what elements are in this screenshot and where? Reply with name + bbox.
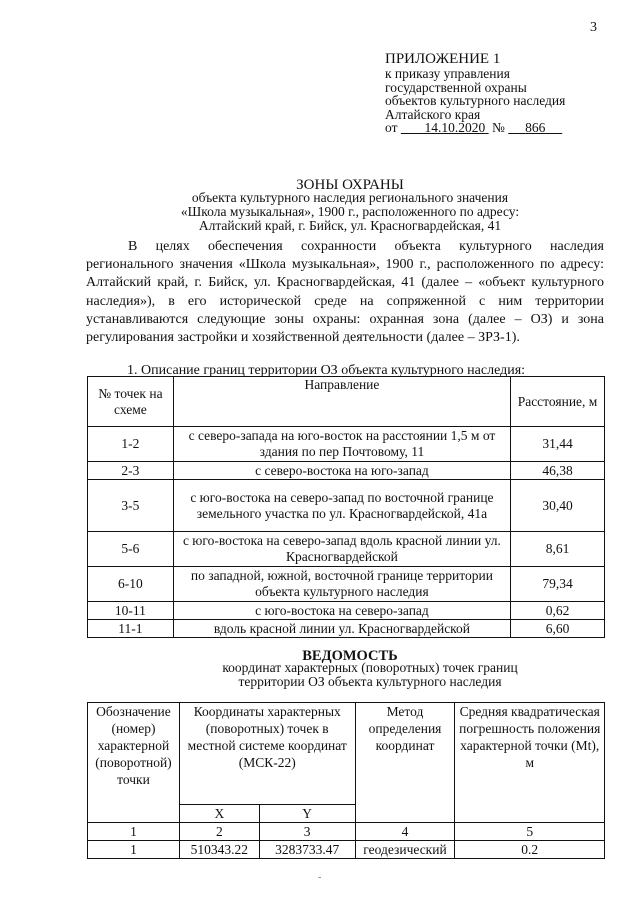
header-y: Y [259, 805, 355, 823]
table-row [88, 462, 605, 480]
header-direction: Направление [173, 377, 510, 427]
intro-paragraph [86, 238, 604, 347]
cell-error: 0.2 [455, 841, 605, 859]
cell-direction: с северо-востока на юго-запад [173, 462, 510, 480]
table-row [88, 841, 605, 859]
cell-points: 1-2 [88, 427, 174, 462]
vedomost-subtitle-line-1: координат характерных (поворотных) точек границ [222, 660, 518, 675]
section-1-title: 1. Описание границ территории ОЗ объекта культурного наследия: [127, 363, 526, 378]
cell-method: геодезический [355, 841, 455, 859]
cell-distance: 0,62 [511, 602, 605, 620]
header-distance: Расстояние, м [511, 377, 605, 427]
vedomost-title: ВЕДОМОСТЬ [302, 648, 398, 664]
header-points: № точек на схеме [88, 377, 174, 427]
cell-points: 5-6 [88, 532, 174, 567]
cell-y: 3283733.47 [259, 841, 355, 859]
zones-subtitle-line-2: «Школа музыкальная», 1900 г., расположенного по адресу: [180, 204, 520, 219]
cell-x: 510343.22 [179, 841, 259, 859]
index-row [88, 823, 605, 841]
cell-distance: 79,34 [511, 567, 605, 602]
zones-subtitle [140, 191, 560, 233]
appendix-line-3: объектов культурного наследия [385, 93, 566, 108]
index-cell: 1 [88, 823, 180, 841]
zones-subtitle-line-1: объекта культурного наследия регионального значения [191, 190, 509, 205]
footer-mark: - [318, 872, 322, 883]
vedomost-subtitle-line-2: территории ОЗ объекта культурного наследия [238, 674, 502, 689]
cell-points: 6-10 [88, 567, 174, 602]
header-designation: Обозначение (номер) характерной (поворотной) точки [88, 703, 180, 823]
page-number: 3 [590, 20, 597, 35]
table-row [88, 532, 605, 567]
cell-points: 11-1 [88, 620, 174, 638]
cell-direction: по западной, южной, восточной границе территории объекта культурного наследия [173, 567, 510, 602]
cell-distance: 46,38 [511, 462, 605, 480]
appendix-block [385, 52, 565, 135]
order-number-value: 866 [525, 120, 546, 135]
zones-subtitle-line-3: Алтайский край, г. Бийск, ул. Красногвардейская, 41 [198, 218, 502, 233]
table-row [88, 480, 605, 532]
intro-text: В целях обеспечения сохранности объекта культурного наследия регионального значения «Школа музыкальная», 1900 г., расположенного по адресу: Алтайский край, г. Бийск, ул. Красногвардейская, 41 (далее – «объект культурного наследия»), в его исторической среде на сопряженной с ним территории устанавливаются следующие зоны охраны: охранная зона (далее – ОЗ) и зона регулирования застройки и хозяйственной деятельности (далее – ЗРЗ-1). [86, 239, 604, 346]
appendix-line-1: к приказу управления [385, 66, 510, 81]
cell-direction: с северо-запада на юго-восток на расстоянии 1,5 м от здания по пер Почтовому, 11 [173, 427, 510, 462]
coordinates-table [87, 702, 605, 859]
appendix-title: ПРИЛОЖЕНИЕ 1 [385, 51, 501, 67]
cell-direction: с юго-востока на северо-запад [173, 602, 510, 620]
from-label: от [385, 120, 398, 135]
cell-distance: 31,44 [511, 427, 605, 462]
number-label: № [491, 120, 505, 135]
cell-points: 10-11 [88, 602, 174, 620]
header-method: Метод определения координат [355, 703, 455, 823]
cell-direction: с юго-востока на северо-запад вдоль красной линии ул. Красногвардейской [173, 532, 510, 567]
cell-distance: 30,40 [511, 480, 605, 532]
table-row [88, 427, 605, 462]
order-number [508, 120, 562, 135]
table-header-row [88, 377, 605, 427]
order-date [401, 120, 489, 135]
header-error: Средняя квадратическая погрешность положения характерной точки (Mt), м [455, 703, 605, 823]
table-row [88, 602, 605, 620]
cell-direction: с юго-востока на северо-запад по восточной границе земельного участка по ул. Красногвардейской, 41а [173, 480, 510, 532]
zones-title: ЗОНЫ ОХРАНЫ [296, 177, 404, 193]
index-cell: 3 [259, 823, 355, 841]
boundaries-table [87, 376, 605, 638]
vedomost-subtitle [160, 661, 580, 689]
table-header-row [88, 703, 605, 805]
header-x: X [179, 805, 259, 823]
cell-points: 3-5 [88, 480, 174, 532]
cell-distance: 6,60 [511, 620, 605, 638]
cell-points: 2-3 [88, 462, 174, 480]
cell-direction: вдоль красной линии ул. Красногвардейской [173, 620, 510, 638]
index-cell: 5 [455, 823, 605, 841]
appendix-date-line [385, 121, 565, 135]
order-date-value: 14.10.2020 [424, 120, 486, 135]
appendix-line-2: государственной охраны [385, 79, 527, 95]
index-cell: 4 [355, 823, 455, 841]
header-coordinates: Координаты характерных (поворотных) точек в местной системе координат (МСК-22) [179, 703, 355, 805]
table-row [88, 567, 605, 602]
appendix-line-4: Алтайского края [385, 106, 481, 122]
cell-distance: 8,61 [511, 532, 605, 567]
index-cell: 2 [179, 823, 259, 841]
table-row [88, 620, 605, 638]
cell-point: 1 [88, 841, 180, 859]
